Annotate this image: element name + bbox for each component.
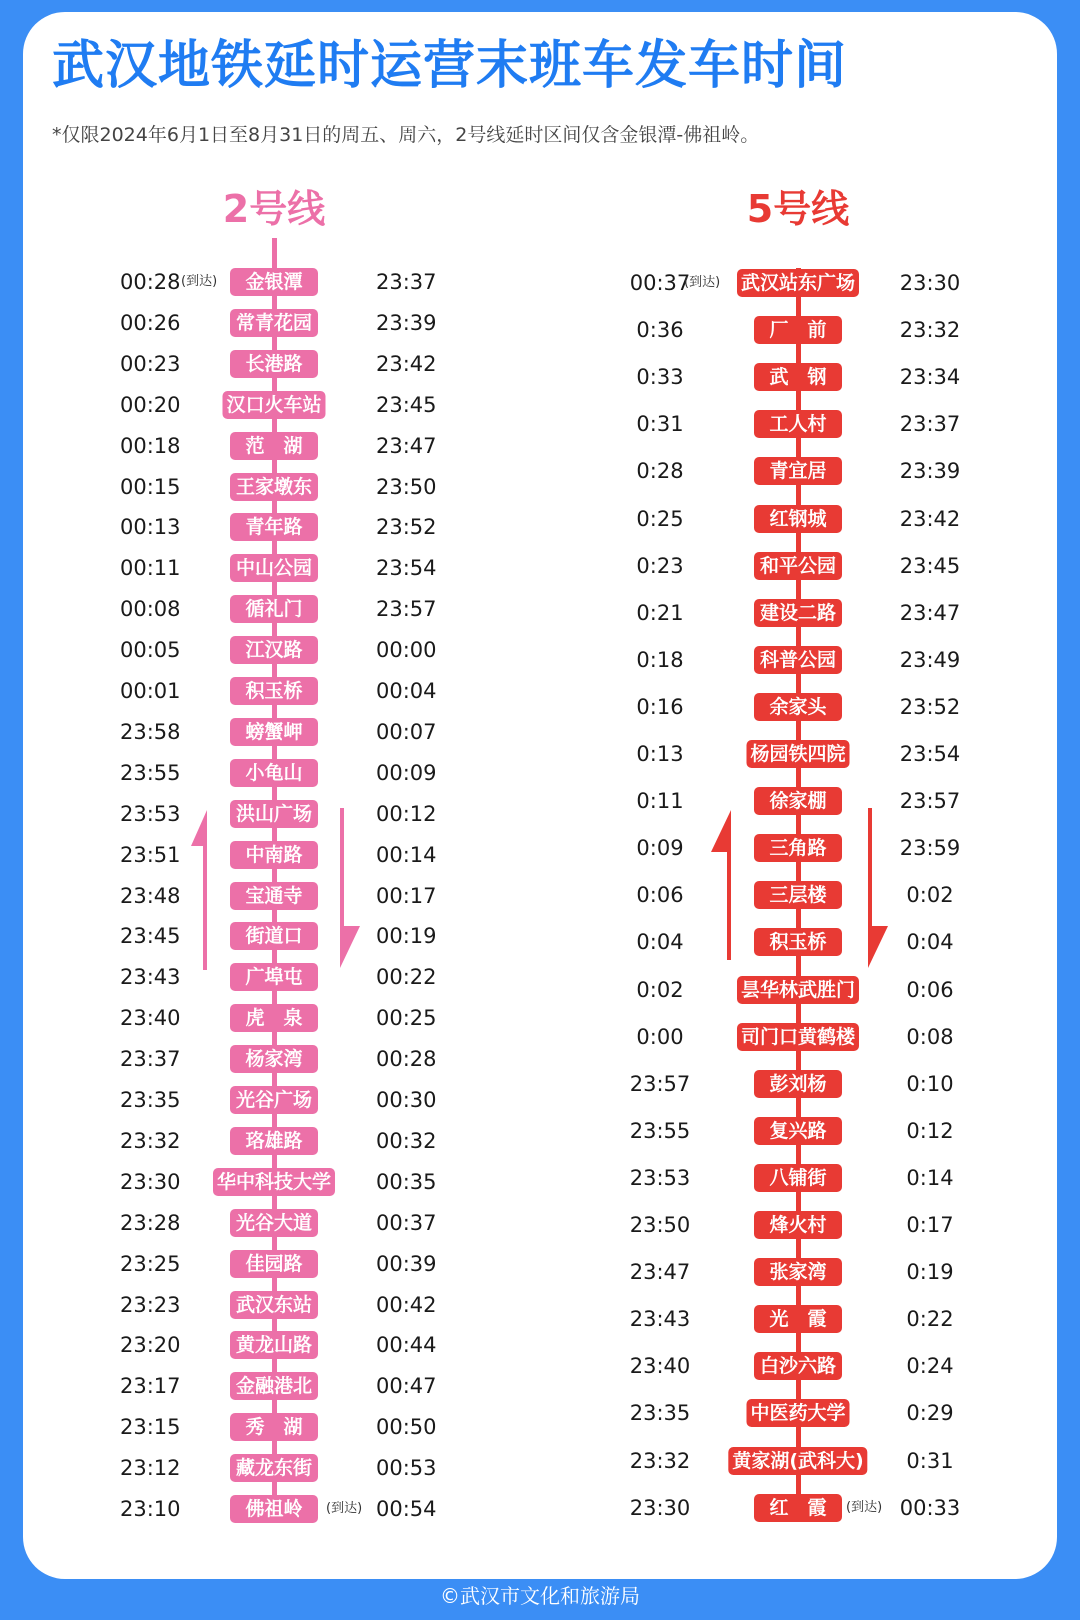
station-row <box>0 1398 1080 1428</box>
departure-time-right: 23:39 <box>899 459 961 484</box>
station-row <box>0 1257 1080 1287</box>
departure-time-left: 23:43 <box>629 1307 691 1332</box>
station-name: 积玉桥 <box>230 677 318 705</box>
departure-time-right: 00:47 <box>376 1374 437 1399</box>
station-row <box>0 409 1080 439</box>
line5-title: 5号线 <box>746 187 850 231</box>
departure-time-left: 0:13 <box>636 742 684 766</box>
departure-time-right: 00:00 <box>376 638 437 663</box>
departure-time-left: 23:53 <box>629 1165 691 1190</box>
station-name: 洪山广场 <box>230 800 318 828</box>
station-row <box>0 1210 1080 1240</box>
departure-time-right: 00:17 <box>376 883 437 908</box>
station-name: 光谷大道 <box>230 1209 318 1237</box>
station-row <box>0 645 1080 675</box>
station-name: 三层楼 <box>754 881 842 909</box>
departure-time-right: 23:52 <box>376 515 437 540</box>
station-name: 金银潭 <box>230 268 318 296</box>
departure-time-left: 0:04 <box>636 930 684 955</box>
departure-time-right: 0:19 <box>906 1260 954 1285</box>
station-name: 杨家湾 <box>230 1045 318 1073</box>
station-name: 佛祖岭 <box>230 1495 318 1523</box>
station-row <box>0 692 1080 722</box>
departure-time-right: 23:57 <box>899 789 961 814</box>
station-name: 武汉东站 <box>230 1291 318 1319</box>
departure-time-right: 00:53 <box>376 1456 437 1481</box>
departure-time-left: 0:16 <box>636 694 684 719</box>
station-name: 藏龙东街 <box>230 1454 318 1482</box>
station-row <box>0 927 1080 957</box>
station-name: 虎 泉 <box>230 1004 318 1032</box>
departure-time-left: 23:55 <box>120 760 181 785</box>
station-row <box>0 880 1080 910</box>
departure-time-left: 0:18 <box>636 647 684 672</box>
departure-time-right: 0:10 <box>906 1071 954 1096</box>
departure-time-left: 0:02 <box>636 977 684 1002</box>
departure-time-right: 23:45 <box>899 553 961 578</box>
departure-time-right: 0:31 <box>906 1448 954 1473</box>
station-name: 常青花园 <box>230 309 318 337</box>
departure-time-left: 23:23 <box>120 1292 181 1317</box>
arrival-tag: (到达) <box>181 274 218 289</box>
station-name: 司门口黄鹤楼 <box>737 1023 859 1051</box>
departure-time-right: 0:06 <box>906 977 954 1002</box>
departure-time-left: 23:58 <box>120 719 181 744</box>
departure-time-left: 23:40 <box>629 1354 691 1379</box>
departure-time-left: 00:26 <box>120 310 181 335</box>
departure-time-right: 00:25 <box>376 1006 437 1031</box>
station-row <box>0 315 1080 345</box>
station-name: 复兴路 <box>754 1117 842 1145</box>
copyright-footer: ©武汉市文化和旅游局 <box>440 1584 640 1608</box>
station-name: 广埠屯 <box>230 963 318 991</box>
departure-time-left: 0:09 <box>636 836 684 861</box>
station-row <box>0 268 1080 298</box>
arrival-tag: (到达) <box>326 1501 363 1516</box>
station-name: 科普公园 <box>754 646 842 674</box>
station-name: 小龟山 <box>230 759 318 787</box>
departure-time-right: 00:22 <box>376 965 437 990</box>
departure-time-left: 00:23 <box>120 351 181 376</box>
station-name: 三角路 <box>754 834 842 862</box>
departure-time-left: 0:28 <box>636 459 684 484</box>
station-name: 八铺街 <box>754 1164 842 1192</box>
departure-time-left: 23:10 <box>120 1497 181 1521</box>
departure-time-right: 0:08 <box>906 1024 954 1049</box>
departure-time-left: 0:25 <box>636 506 684 531</box>
departure-time-left: 23:20 <box>120 1333 181 1358</box>
station-row <box>0 504 1080 534</box>
departure-time-left: 00:37 <box>629 271 691 295</box>
station-name: 青年路 <box>230 513 318 541</box>
departure-time-right: 0:14 <box>906 1165 954 1190</box>
station-name: 中南路 <box>230 841 318 869</box>
station-row <box>0 598 1080 628</box>
departure-time-right: 23:37 <box>376 270 437 294</box>
departure-time-left: 00:28 <box>120 270 181 294</box>
departure-time-left: 23:12 <box>120 1456 181 1481</box>
departure-time-right: 00:04 <box>376 679 437 703</box>
departure-time-left: 23:30 <box>629 1495 691 1520</box>
station-name: 和平公园 <box>754 552 842 580</box>
station-name: 佳园路 <box>230 1250 318 1278</box>
station-name: 王家墩东 <box>230 473 318 501</box>
station-name: 建设二路 <box>754 599 842 627</box>
station-name: 长港路 <box>230 350 318 378</box>
station-row <box>0 833 1080 863</box>
departure-time-right: 00:30 <box>376 1088 437 1112</box>
departure-time-left: 23:40 <box>120 1006 181 1031</box>
station-row <box>0 739 1080 769</box>
station-name: 昙华林武胜门 <box>737 976 859 1004</box>
departure-time-right: 0:29 <box>906 1401 954 1426</box>
departure-time-right: 0:12 <box>906 1118 954 1143</box>
departure-time-left: 23:48 <box>120 883 181 908</box>
departure-time-right: 00:14 <box>376 842 437 867</box>
departure-time-left: 23:35 <box>120 1088 181 1112</box>
station-name: 中山公园 <box>230 554 318 582</box>
station-row <box>0 456 1080 486</box>
station-name: 白沙六路 <box>754 1352 842 1380</box>
station-name: 武 钢 <box>754 363 842 391</box>
station-name: 积玉桥 <box>754 928 842 956</box>
station-row <box>0 1304 1080 1334</box>
departure-time-left: 23:51 <box>120 842 181 867</box>
departure-time-right: 00:12 <box>376 801 437 826</box>
station-row <box>0 1116 1080 1146</box>
station-name: 范 湖 <box>230 432 318 460</box>
departure-time-right: 00:09 <box>376 760 437 785</box>
departure-time-left: 23:28 <box>120 1210 181 1235</box>
departure-time-right: 23:47 <box>376 433 437 458</box>
station-row <box>0 975 1080 1005</box>
departure-time-right: 23:47 <box>899 600 961 625</box>
station-name: 杨园铁四院 <box>746 740 849 768</box>
station-name: 黄龙山路 <box>230 1331 318 1359</box>
departure-time-left: 23:57 <box>629 1071 691 1096</box>
departure-time-left: 23:37 <box>120 1047 181 1072</box>
departure-time-right: 00:33 <box>899 1495 961 1520</box>
station-name: 红 霞 <box>754 1494 842 1522</box>
departure-time-right: 00:28 <box>376 1047 437 1072</box>
line2-title: 2号线 <box>222 187 326 231</box>
departure-time-right: 0:24 <box>906 1354 954 1379</box>
departure-time-right: 0:22 <box>906 1307 954 1332</box>
station-name: 金融港北 <box>230 1372 318 1400</box>
departure-time-right: 00:32 <box>376 1128 437 1153</box>
departure-time-left: 23:47 <box>629 1260 691 1285</box>
station-name: 工人村 <box>754 410 842 438</box>
departure-time-left: 23:25 <box>120 1251 181 1276</box>
station-name: 光谷广场 <box>230 1086 318 1114</box>
departure-time-left: 0:11 <box>636 789 684 814</box>
station-name: 余家头 <box>754 693 842 721</box>
station-name: 光 霞 <box>754 1305 842 1333</box>
station-row <box>0 1446 1080 1476</box>
station-row <box>0 1351 1080 1381</box>
departure-time-left: 0:31 <box>636 412 684 437</box>
station-name: 彭刘杨 <box>754 1070 842 1098</box>
page-title: 武汉地铁延时运营末班车发车时间 <box>52 36 848 96</box>
departure-time-right: 23:59 <box>899 836 961 861</box>
departure-time-right: 0:02 <box>906 883 954 908</box>
page-note: *仅限2024年6月1日至8月31日的周五、周六，2号线延时区间仅含金银潭-佛祖岭。 <box>52 124 760 146</box>
station-name: 循礼门 <box>230 595 318 623</box>
departure-time-right: 23:42 <box>376 351 437 376</box>
departure-time-right: 0:04 <box>906 930 954 955</box>
departure-time-left: 00:18 <box>120 433 181 458</box>
departure-time-left: 0:06 <box>636 883 684 908</box>
departure-time-right: 23:52 <box>899 694 961 719</box>
station-name: 汉口火车站 <box>222 391 325 419</box>
departure-time-left: 0:33 <box>636 365 684 390</box>
departure-time-right: 23:45 <box>376 392 437 417</box>
departure-time-right: 00:42 <box>376 1292 437 1317</box>
station-name: 张家湾 <box>754 1258 842 1286</box>
departure-time-right: 00:37 <box>376 1210 437 1235</box>
departure-time-right: 00:39 <box>376 1251 437 1276</box>
departure-time-right: 23:34 <box>899 365 961 390</box>
departure-time-left: 0:00 <box>636 1024 684 1049</box>
station-row <box>0 1163 1080 1193</box>
departure-time-left: 23:43 <box>120 965 181 990</box>
station-name: 红钢城 <box>754 505 842 533</box>
departure-time-left: 23:32 <box>629 1448 691 1473</box>
departure-time-left: 0:21 <box>636 600 684 625</box>
departure-time-left: 0:36 <box>636 318 684 343</box>
departure-time-right: 00:44 <box>376 1333 437 1358</box>
station-name: 厂 前 <box>754 316 842 344</box>
arrival-tag: (到达) <box>684 275 721 290</box>
departure-time-left: 23:30 <box>120 1169 181 1194</box>
departure-time-left: 23:15 <box>120 1415 181 1440</box>
station-name: 秀 湖 <box>230 1413 318 1441</box>
departure-time-left: 0:23 <box>636 553 684 578</box>
station-name: 江汉路 <box>230 636 318 664</box>
departure-time-left: 23:55 <box>629 1118 691 1143</box>
station-name: 珞雄路 <box>230 1127 318 1155</box>
departure-time-right: 00:07 <box>376 719 437 744</box>
arrival-tag: (到达) <box>846 1499 883 1515</box>
departure-time-left: 00:13 <box>120 515 181 540</box>
station-row <box>0 786 1080 816</box>
departure-time-right: 23:50 <box>376 474 437 499</box>
departure-time-left: 23:35 <box>629 1401 691 1426</box>
departure-time-right: 23:30 <box>899 271 961 295</box>
departure-time-left: 23:53 <box>120 801 181 826</box>
departure-time-right: 23:49 <box>899 647 961 672</box>
station-name: 徐家棚 <box>754 787 842 815</box>
departure-time-left: 23:45 <box>120 924 181 949</box>
departure-time-left: 00:11 <box>120 556 181 581</box>
station-name: 螃蟹岬 <box>230 718 318 746</box>
station-name: 宝通寺 <box>230 882 318 910</box>
departure-time-left: 00:05 <box>120 638 181 663</box>
departure-time-right: 23:54 <box>899 742 961 766</box>
departure-time-right: 00:19 <box>376 924 437 949</box>
departure-time-right: 23:57 <box>376 597 437 622</box>
station-row <box>0 362 1080 392</box>
station-row <box>0 1493 1080 1523</box>
station-row <box>0 1022 1080 1052</box>
departure-time-right: 00:54 <box>376 1497 437 1521</box>
station-name: 青宜居 <box>754 457 842 485</box>
station-name: 黄家湖(武科大) <box>728 1447 867 1475</box>
departure-time-left: 00:08 <box>120 597 181 622</box>
departure-time-left: 23:50 <box>629 1213 691 1237</box>
departure-time-left: 23:17 <box>120 1374 181 1399</box>
departure-time-right: 23:54 <box>376 556 437 581</box>
departure-time-left: 23:32 <box>120 1128 181 1153</box>
departure-time-right: 23:37 <box>899 412 961 437</box>
departure-time-right: 23:39 <box>376 310 437 335</box>
departure-time-right: 00:35 <box>376 1169 437 1194</box>
departure-time-left: 00:15 <box>120 474 181 499</box>
departure-time-right: 23:32 <box>899 318 961 343</box>
station-name: 武汉站东广场 <box>737 269 859 297</box>
departure-time-right: 00:50 <box>376 1415 437 1440</box>
departure-time-right: 0:17 <box>906 1213 954 1237</box>
station-row <box>0 1069 1080 1099</box>
departure-time-right: 23:42 <box>899 506 961 531</box>
station-name: 街道口 <box>230 922 318 950</box>
departure-time-left: 00:20 <box>120 392 181 417</box>
station-row <box>0 551 1080 581</box>
station-name: 中医药大学 <box>746 1399 849 1427</box>
station-name: 华中科技大学 <box>213 1168 335 1196</box>
departure-time-left: 00:01 <box>120 679 181 703</box>
station-name: 烽火村 <box>754 1211 842 1239</box>
